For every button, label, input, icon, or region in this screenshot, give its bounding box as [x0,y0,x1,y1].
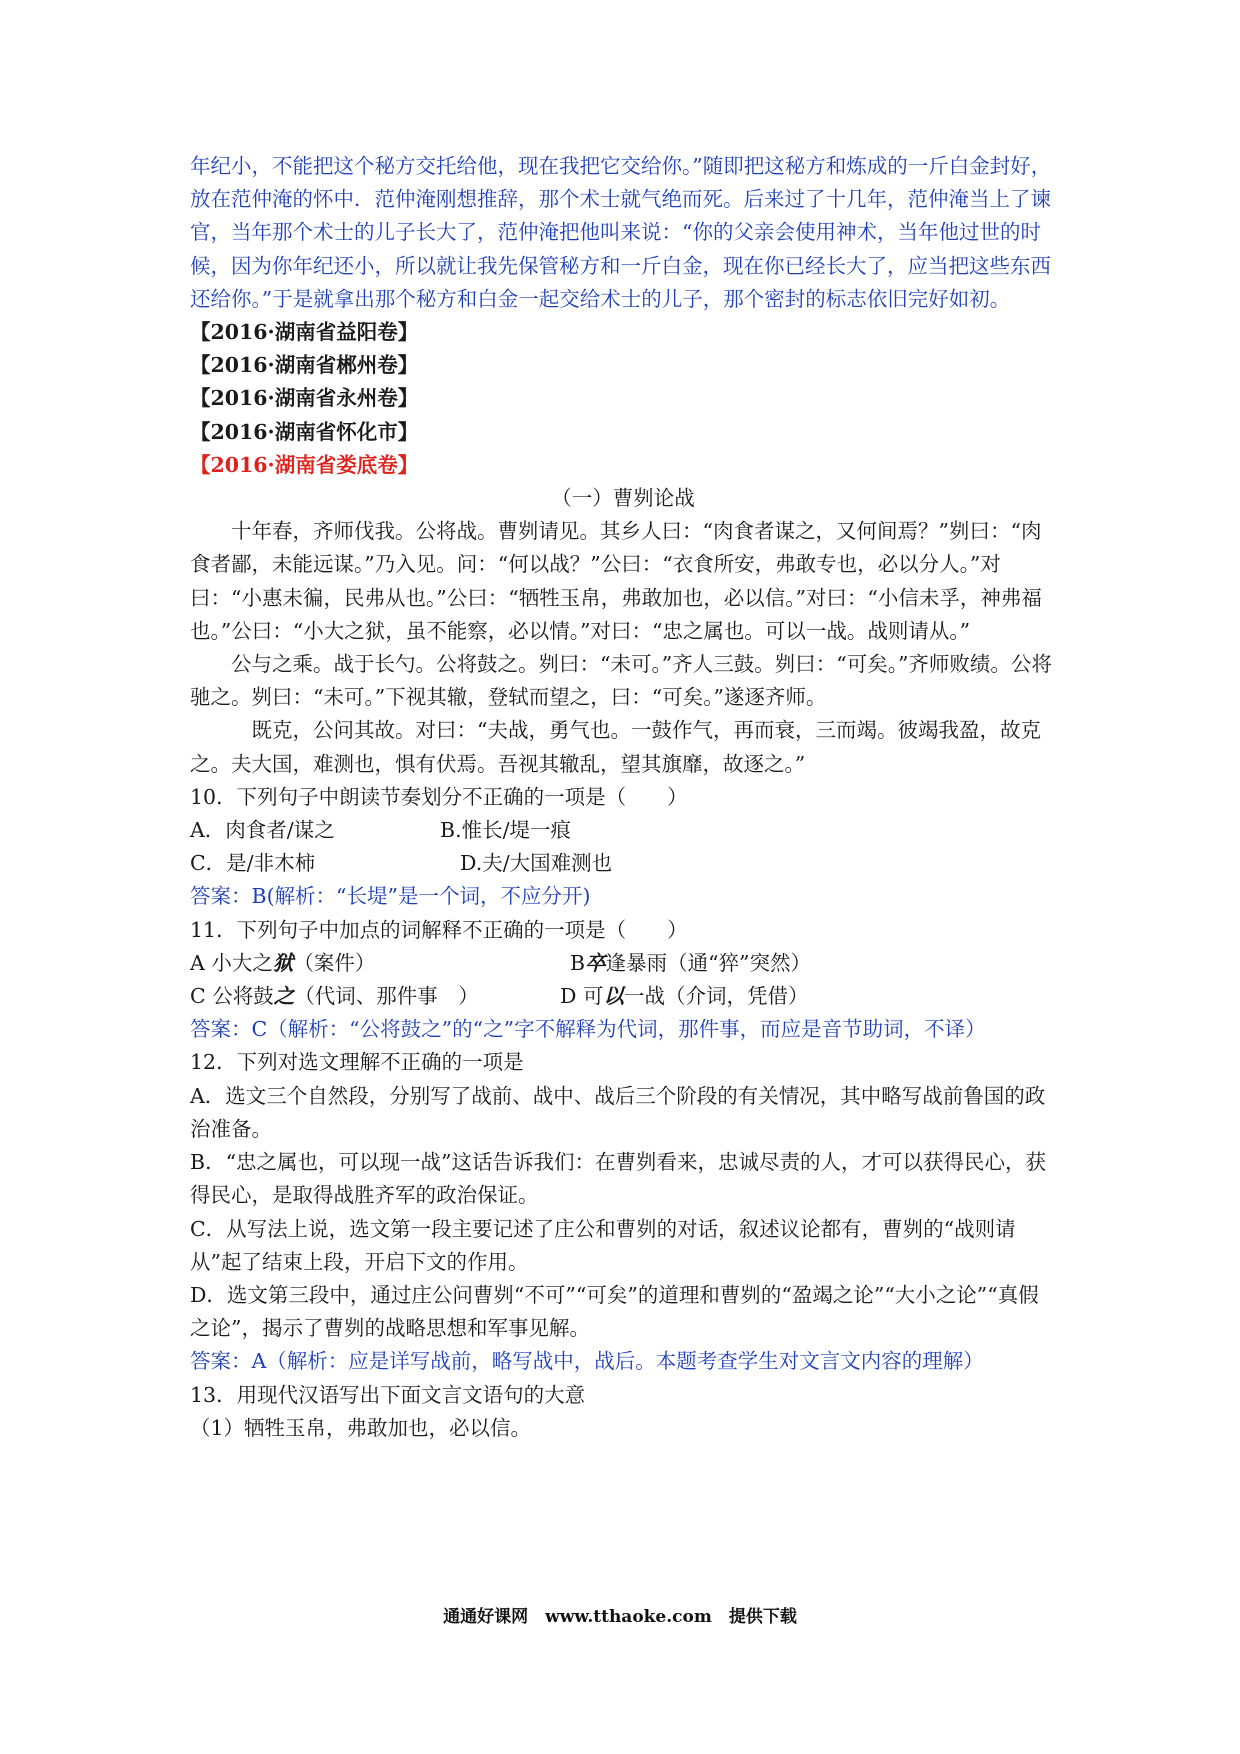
q11-option-c-gloss: （代词、那件事 ） [294,984,479,1009]
q10-options-cd [190,847,1056,880]
q12-stem: 12．下列对选文理解不正确的一项是 [190,1050,524,1075]
q11-option-b [570,947,811,980]
q10-option-a: A．肉食者/谋之 [190,818,335,843]
q11-option-c [190,980,560,1013]
q12-option-c: C．从写法上说，选文第一段主要记述了庄公和曹刿的对话，叙述议论都有，曹刿的“战则请从”起了结束上段，开启下文的作用。 [190,1216,1016,1274]
source-huaihua: 【2016·湖南省怀化市】 [190,419,419,444]
passage-paragraph-2: 公与之乘。战于长勺。公将鼓之。刿曰：“未可。”齐人三鼓。刿曰：“可矣。”齐师败绩。公将驰之。刿曰：“未可。”下视其辙，登轼而望之，曰：“可矣。”遂逐齐师。 [190,652,1052,710]
page-content [190,150,1056,1445]
passage-title: （一）曹刿论战 [551,486,695,511]
q10-option-d: D.夫/大国难测也 [460,851,613,876]
q11-answer: 答案：C（解析：“公将鼓之”的“之”字不解释为代词，那件事，而应是音节助词，不译） [190,1017,986,1042]
q11-option-a-dotted-word: 狱 [272,950,294,975]
q12-answer: 答案：A（解析：应是详写战前，略写战中，战后。本题考查学生对文言文内容的理解） [190,1349,984,1374]
q11-option-b-text: B [570,950,586,975]
q12-option-a: A．选文三个自然段，分别写了战前、战中、战后三个阶段的有关情况，其中略写战前鲁国的政治准备。 [190,1083,1046,1141]
q13-stem: 13．用现代汉语写出下面文言文语句的大意 [190,1382,586,1407]
q11-option-c-text: C 公将鼓 [190,984,274,1009]
passage-paragraph-1: 十年春，齐师伐我。公将战。曹刿请见。其乡人曰：“肉食者谋之，又何间焉？”刿曰：“肉食者鄙，未能远谋。”乃入见。问：“何以战？”公曰：“衣食所安，弗敢专也，必以分人。”对曰：“小惠未徧，民弗从也。”公曰：“牺牲玉帛，弗敢加也，必以信。”对曰：“小信未孚，神弗福也。”公曰：“小大之狱，虽不能察，必以情。”对曰：“忠之属也。可以一战。战则请从。” [190,519,1042,643]
q11-option-a [190,947,570,980]
q13-item-1: （1）牺牲玉帛，弗敢加也，必以信。 [190,1415,532,1440]
q11-option-d [560,980,808,1013]
source-chenzhou: 【2016·湖南省郴州卷】 [190,353,419,378]
source-yongzhou: 【2016·湖南省永州卷】 [190,386,419,411]
q11-option-b-dotted-word: 卒 [585,950,606,975]
source-yiyang: 【2016·湖南省益阳卷】 [190,320,419,345]
q11-option-d-dotted-word: 以 [603,984,624,1009]
page-footer: 通通好课网 www.tthaoke.com 提供下载 [443,1607,797,1627]
q11-options-cd [190,980,1056,1013]
intro-translation: 年纪小，不能把这个秘方交托给他，现在我把它交给你。”随即把这秘方和炼成的一斤白金封好，放在范仲淹的怀中．范仲淹刚想推辞，那个术士就气绝而死。后来过了十几年，范仲淹当上了谏官，当年那个术士的儿子长大了，范仲淹把他叫来说：“你的父亲会使用神术，当年他过世的时候，因为你年纪还小，所以就让我先保管秘方和一斤白金，现在你已经长大了，应当把这些东西还给你。”于是就拿出那个秘方和白金一起交给术士的儿子，那个密封的标志依旧完好如初。 [190,154,1052,311]
passage-paragraph-3: 既克，公问其故。对曰：“夫战，勇气也。一鼓作气，再而衰，三而竭。彼竭我盈，故克之。夫大国，难测也，惧有伏焉。吾视其辙乱，望其旗靡，故逐之。” [190,718,1041,776]
q10-stem: 10．下列句子中朗读节奏划分不正确的一项是（ ） [190,784,688,809]
q12-option-d: D．选文第三段中，通过庄公问曹刿“不可”“可矣”的道理和曹刿的“盈竭之论”“大小之论”“真假之论”，揭示了曹刿的战略思想和军事见解。 [190,1282,1039,1341]
q12-option-b: B．“忠之属也，可以现一战”这话告诉我们：在曹刿看来，忠诚尽责的人，才可以获得民心，获得民心，是取得战胜齐军的政治保证。 [190,1150,1047,1208]
q10-option-b: B.惟长/堤一痕 [440,818,571,843]
q11-option-d-text: D 可 [560,984,604,1009]
q11-option-d-gloss: 一战（介词，凭借） [623,984,809,1009]
q11-options-ab [190,947,1056,980]
source-loudi: 【2016·湖南省娄底卷】 [190,452,419,477]
q11-option-b-gloss: 逢暴雨（通“猝”突然） [605,950,812,975]
q10-option-c: C．是/非木柿 [190,851,316,876]
q11-option-c-dotted-word: 之 [273,984,295,1009]
q10-answer: 答案：B(解析：“长堤”是一个词，不应分开) [190,884,591,909]
q11-stem: 11．下列句子中加点的词解释不正确的一项是（ ） [190,917,688,942]
q10-options-ab [190,814,1056,847]
q11-option-a-gloss: （案件） [293,950,376,975]
q11-option-a-text: A 小大之 [190,950,273,975]
